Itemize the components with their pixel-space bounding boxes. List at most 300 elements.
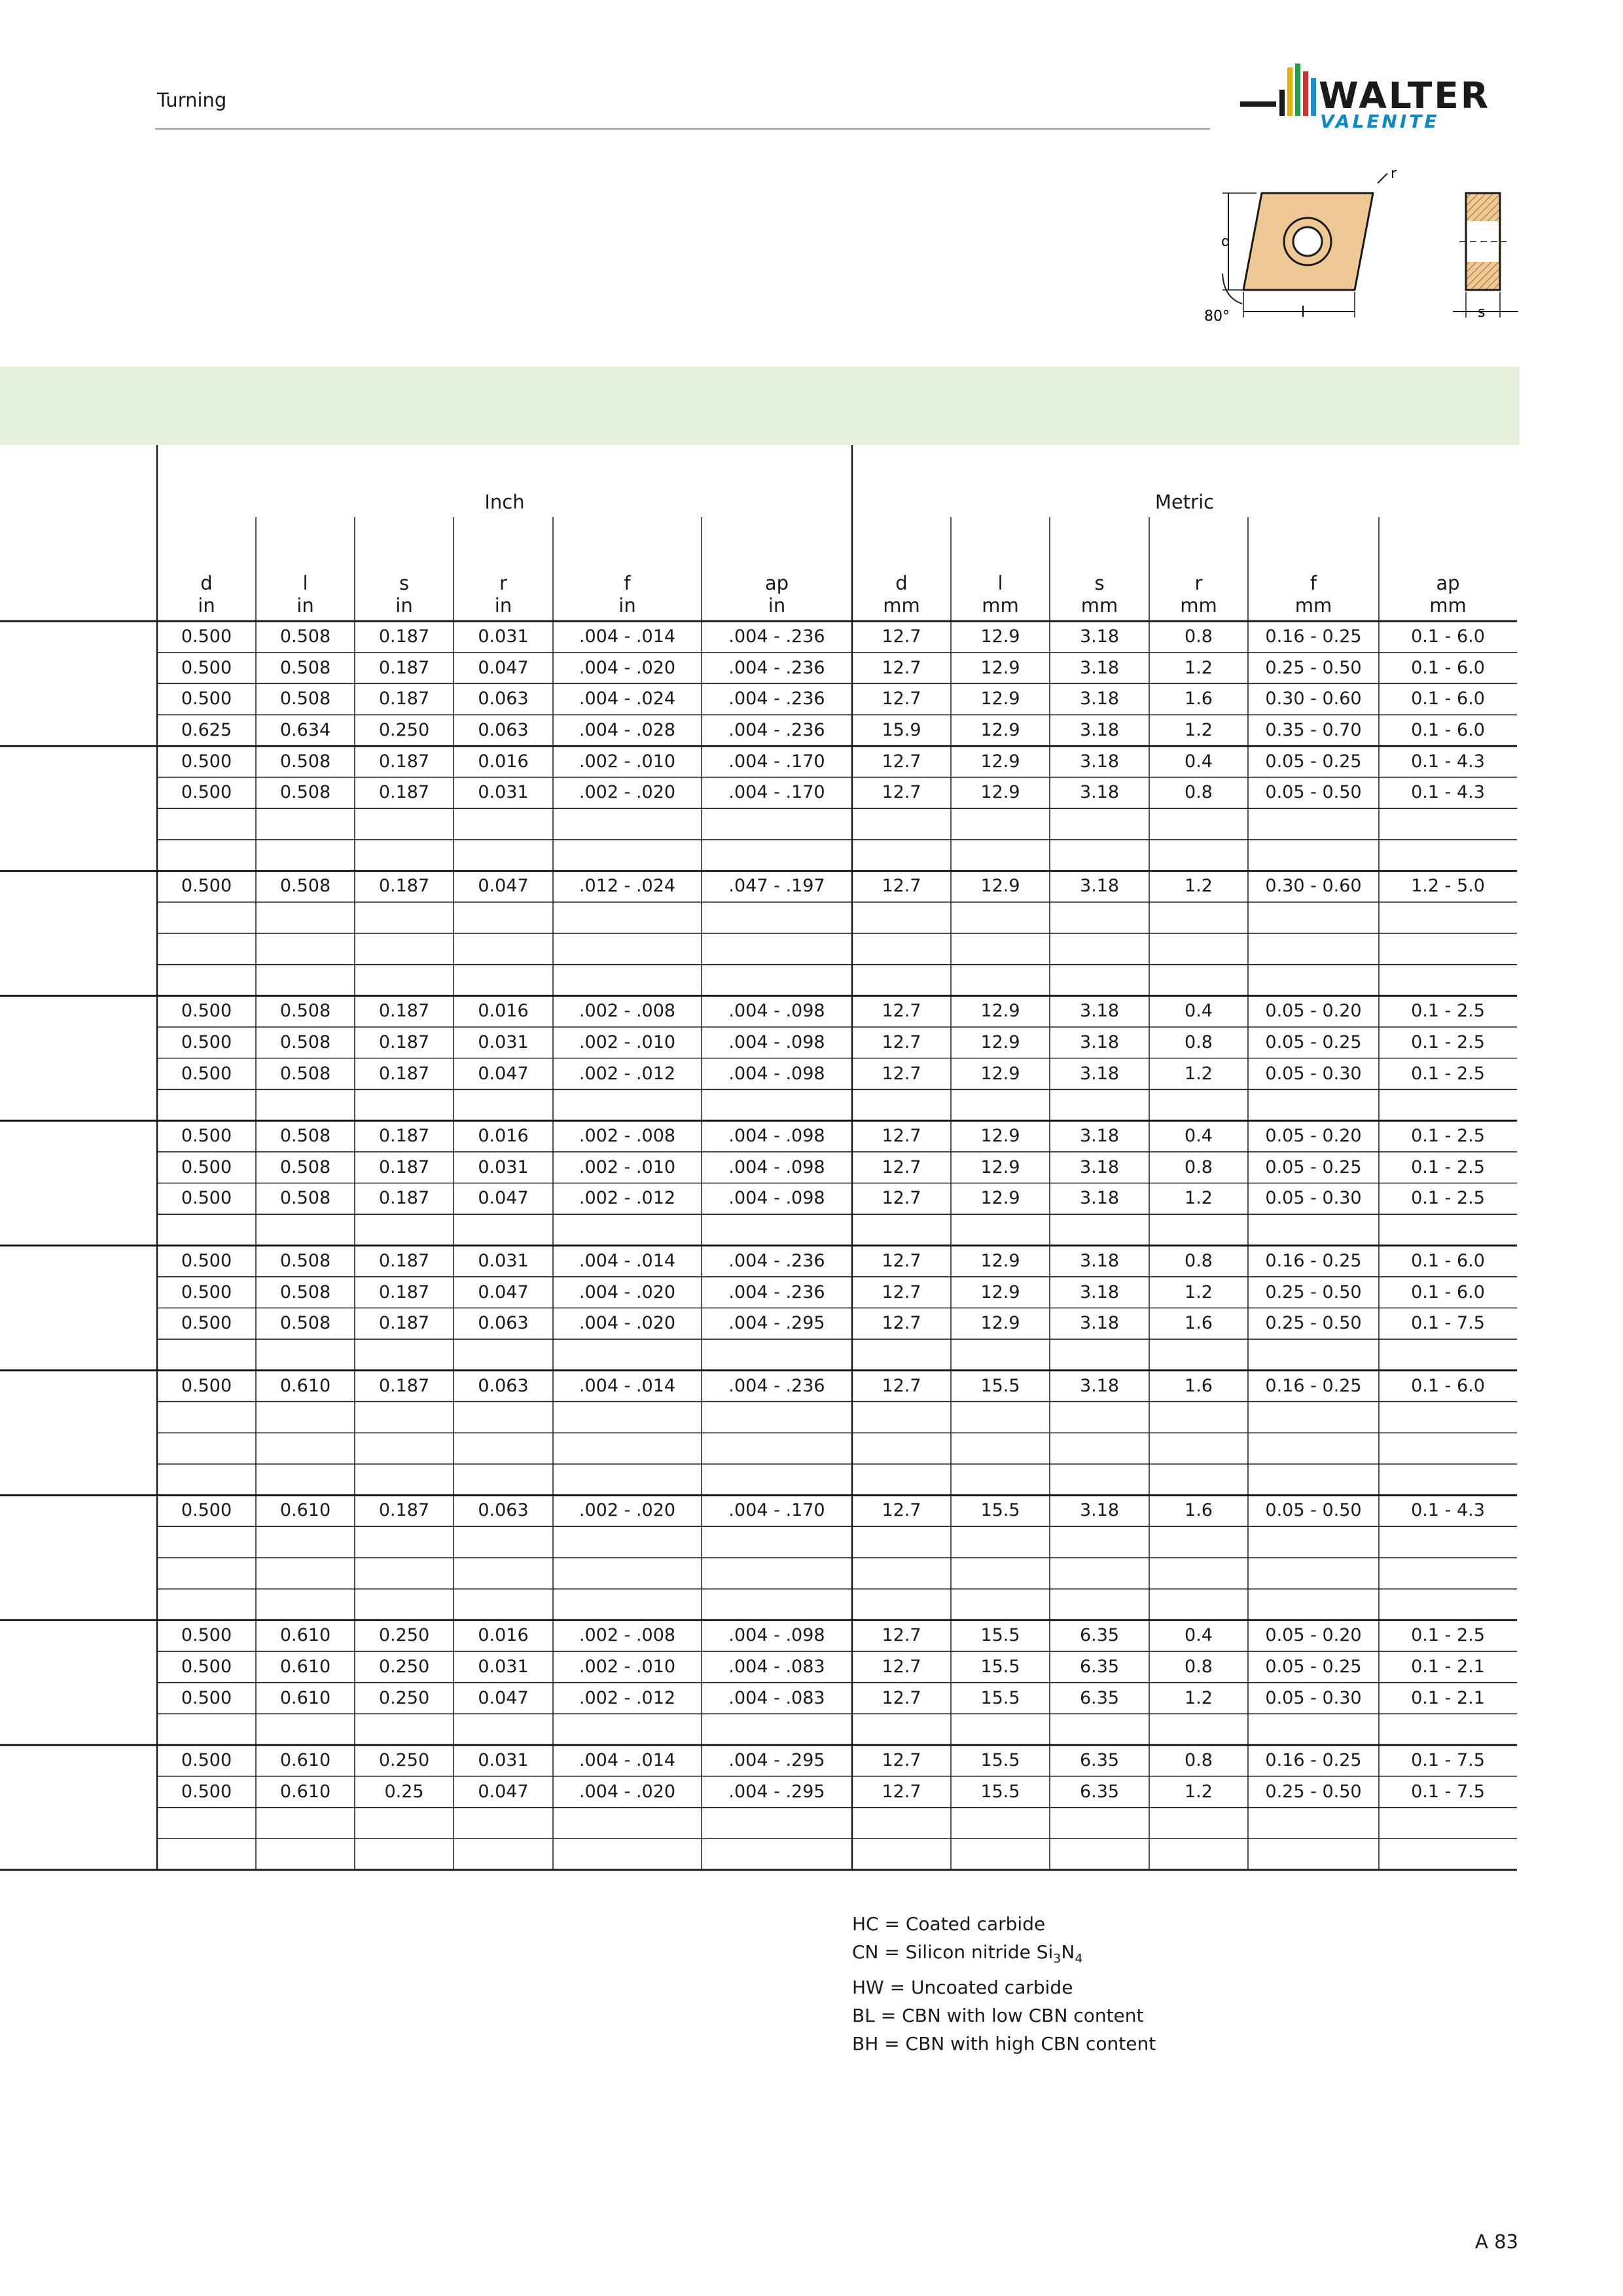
column-header-l-mm: l mm [982,572,1019,617]
table-cell: 0.508 [279,1188,331,1209]
material-legend [852,1910,1156,2058]
table-cell: 0.508 [279,782,331,803]
table-cell: 3.18 [1079,782,1120,803]
table-cell: .002 - .012 [579,1687,676,1708]
table-cell: 0.1 - 6.0 [1411,626,1485,647]
table-cell: 12.9 [980,1313,1020,1334]
table-cell: 3.18 [1079,1157,1120,1177]
header-divider [155,128,1210,130]
table-cell: 12.7 [882,1313,921,1334]
table-cell: 1.6 [1185,1500,1213,1521]
table-cell: 12.7 [882,1687,921,1708]
table-cell: .002 - .010 [579,751,676,772]
table-cell: 1.2 - 5.0 [1411,876,1485,897]
table-cell: 6.35 [1079,1687,1120,1708]
table-cell: 6.35 [1079,1750,1120,1771]
table-cell: 3.18 [1079,1282,1120,1302]
table-cell: 1.2 [1185,657,1213,678]
table-cell: 0.1 - 2.5 [1411,1063,1485,1084]
table-cell: 1.2 [1185,876,1213,897]
table-cell: .002 - .020 [579,782,676,803]
table-cell: 15.9 [882,719,921,740]
table-cell: 0.508 [279,1313,331,1334]
column-header-f-in: f in [618,572,636,617]
table-cell: 0.8 [1185,1031,1213,1052]
table-cell: 0.500 [181,1781,232,1802]
table-cell: 0.4 [1185,751,1213,772]
table-cell: 0.05 - 0.30 [1265,1063,1362,1084]
table-cell: 12.9 [980,1063,1020,1084]
table-cell: 0.500 [181,1687,232,1708]
table-cell: 0.187 [378,1063,430,1084]
table-cell: 0.1 - 2.1 [1411,1656,1485,1677]
table-cell: .002 - .012 [579,1063,676,1084]
table-cell: 0.05 - 0.50 [1265,1500,1362,1521]
table-cell: .002 - .010 [579,1031,676,1052]
section-title: Turning [157,89,227,111]
legend-item: BL = CBN with low CBN content [852,2004,1144,2026]
table-cell: 12.7 [882,1656,921,1677]
table-cell: 15.5 [980,1625,1020,1646]
table-cell: 0.1 - 4.3 [1411,1500,1485,1521]
table-cell: 12.7 [882,1282,921,1302]
table-cell: 0.187 [378,1313,430,1334]
table-cell: 0.031 [478,1656,529,1677]
table-cell: 12.7 [882,689,921,709]
table-cell: 3.18 [1079,1031,1120,1052]
table-cell: 15.5 [980,1750,1020,1771]
table-cell: 0.1 - 2.5 [1411,1031,1485,1052]
table-cell: .004 - .236 [728,1282,825,1302]
table-cell: 0.8 [1185,1157,1213,1177]
table-cell: 0.1 - 7.5 [1411,1313,1485,1334]
table-cell: 0.187 [378,689,430,709]
table-cell: 0.610 [279,1656,331,1677]
table-cell: 0.1 - 2.1 [1411,1687,1485,1708]
table-cell: 0.05 - 0.20 [1265,1001,1362,1022]
table-cell: 0.016 [478,1126,529,1147]
table-cell: .004 - .098 [728,1157,825,1177]
table-cell: 12.7 [882,626,921,647]
table-cell: 15.5 [980,1687,1020,1708]
table-cell: .004 - .098 [728,1126,825,1147]
table-cell: 0.1 - 2.5 [1411,1001,1485,1022]
table-cell: 0.05 - 0.30 [1265,1687,1362,1708]
column-header-d-in: d in [198,572,215,617]
table-cell: 0.187 [378,1250,430,1271]
table-cell: .004 - .020 [579,657,676,678]
table-cell: 0.187 [378,1282,430,1302]
table-cell: 12.7 [882,1157,921,1177]
table-cell: .004 - .014 [579,1375,676,1396]
table-cell: 0.250 [378,1687,430,1708]
table-cell: .012 - .024 [579,876,676,897]
table-cell: 0.508 [279,689,331,709]
table-cell: 0.25 [384,1781,424,1802]
table-cell: .004 - .024 [579,689,676,709]
table-cell: 0.187 [378,1001,430,1022]
table-cell: 3.18 [1079,1500,1120,1521]
table-cell: 0.610 [279,1500,331,1521]
table-cell: .004 - .014 [579,626,676,647]
table-cell: 0.500 [181,1157,232,1177]
table-cell: 0.500 [181,1001,232,1022]
table-cell: .004 - .170 [728,751,825,772]
table-cell: 3.18 [1079,1375,1120,1396]
column-header-s-in: s in [395,572,413,617]
table-cell: .002 - .008 [579,1625,676,1646]
table-cell: 0.1 - 6.0 [1411,1250,1485,1271]
table-cell: 0.500 [181,1031,232,1052]
table-cell: 0.1 - 2.5 [1411,1126,1485,1147]
table-cell: .004 - .098 [728,1188,825,1209]
table-cell: .004 - .083 [728,1656,825,1677]
table-cell: 0.047 [478,1063,529,1084]
table-cell: 3.18 [1079,626,1120,647]
table-cell: 0.05 - 0.25 [1265,1656,1362,1677]
table-cell: 0.500 [181,751,232,772]
table-cell: 0.610 [279,1750,331,1771]
brand-name-top: WALTER [1319,75,1491,117]
table-cell: .004 - .236 [728,1375,825,1396]
table-cell: 0.047 [478,876,529,897]
table-cell: 0.187 [378,1375,430,1396]
table-cell: 0.187 [378,782,430,803]
table-cell: .002 - .010 [579,1157,676,1177]
table-cell: 15.5 [980,1500,1020,1521]
column-header-r-mm: r mm [1180,572,1217,617]
table-cell: .004 - .020 [579,1313,676,1334]
table-cell: 12.9 [980,657,1020,678]
table-cell: 1.2 [1185,1687,1213,1708]
table-cell: 0.031 [478,1031,529,1052]
table-cell: 1.6 [1185,1375,1213,1396]
table-cell: 0.05 - 0.20 [1265,1625,1362,1646]
table-cell: 3.18 [1079,876,1120,897]
table-cell: 0.187 [378,751,430,772]
table-cell: 1.2 [1185,1781,1213,1802]
table-cell: .004 - .098 [728,1031,825,1052]
table-cell: 0.508 [279,1250,331,1271]
column-header-d-mm: d mm [883,572,920,617]
table-cell: 0.047 [478,1188,529,1209]
table-cell: 0.187 [378,1031,430,1052]
table-cell: 12.7 [882,751,921,772]
table-cell: 0.8 [1185,1250,1213,1271]
table-cell: 6.35 [1079,1781,1120,1802]
table-cell: 0.16 - 0.25 [1265,1750,1362,1771]
radius-label: r [1391,166,1397,182]
table-cell: 0.610 [279,1375,331,1396]
table-cell: 0.250 [378,1625,430,1646]
table-cell: 0.063 [478,1313,529,1334]
table-cell: .047 - .197 [728,876,825,897]
table-cell: .004 - .295 [728,1781,825,1802]
table-cell: 0.063 [478,689,529,709]
table-cell: 0.4 [1185,1001,1213,1022]
table-cell: 0.1 - 2.5 [1411,1157,1485,1177]
legend-item: CN = Silicon nitride $Si_3N_4$ [852,1941,1083,1966]
table-cell: 0.30 - 0.60 [1265,689,1362,709]
table-cell: 0.500 [181,1126,232,1147]
table-cell: 0.500 [181,1375,232,1396]
table-cell: 3.18 [1079,1250,1120,1271]
d-label: d [1221,234,1230,250]
table-cell: 0.016 [478,1625,529,1646]
table-cell: .004 - .236 [728,689,825,709]
table-cell: 3.18 [1079,719,1120,740]
table-cell: 0.500 [181,1250,232,1271]
table-cell: .004 - .295 [728,1750,825,1771]
table-cell: 0.500 [181,657,232,678]
l-label: l [1301,304,1306,321]
column-header-s-mm: s mm [1080,572,1118,617]
table-cell: .004 - .098 [728,1001,825,1022]
table-cell: 12.7 [882,1625,921,1646]
table-cell: 12.9 [980,1282,1020,1302]
table-cell: 12.7 [882,1126,921,1147]
table-cell: 0.508 [279,876,331,897]
table-cell: 0.16 - 0.25 [1265,1375,1362,1396]
legend-item: BH = CBN with high CBN content [852,2032,1156,2054]
table-cell: .002 - .020 [579,1500,676,1521]
page-number: A 83 [1475,2231,1518,2253]
table-cell: 0.05 - 0.25 [1265,751,1362,772]
column-header-f-mm: f mm [1294,572,1332,617]
table-cell: 0.047 [478,1282,529,1302]
table-cell: 12.9 [980,1188,1020,1209]
table-cell: 15.5 [980,1656,1020,1677]
table-cell: 0.1 - 4.3 [1411,782,1485,803]
table-cell: 0.047 [478,657,529,678]
table-cell: 0.4 [1185,1625,1213,1646]
table-cell: 0.063 [478,719,529,740]
table-cell: 0.8 [1185,782,1213,803]
table-cell: 0.1 - 6.0 [1411,689,1485,709]
table-cell: 0.25 - 0.50 [1265,1781,1362,1802]
table-cell: 12.9 [980,1157,1020,1177]
table-cell: 0.250 [378,719,430,740]
table-cell: 0.500 [181,1656,232,1677]
table-cell: 3.18 [1079,1063,1120,1084]
table-cell: 0.500 [181,626,232,647]
s-label: s [1478,304,1486,321]
table-cell: 12.9 [980,719,1020,740]
table-cell: .004 - .014 [579,1750,676,1771]
table-cell: 0.187 [378,1157,430,1177]
table-cell: 0.1 - 7.5 [1411,1750,1485,1771]
table-cell: 12.7 [882,1031,921,1052]
table-cell: 0.1 - 2.5 [1411,1625,1485,1646]
table-cell: 0.063 [478,1500,529,1521]
table-cell: .002 - .008 [579,1001,676,1022]
table-cell: 0.05 - 0.30 [1265,1188,1362,1209]
table-cell: 0.610 [279,1687,331,1708]
table-cell: 12.7 [882,1500,921,1521]
table-cell: 0.508 [279,1282,331,1302]
column-header-l-in: l in [296,572,314,617]
table-cell: 0.05 - 0.20 [1265,1126,1362,1147]
table-cell: 12.7 [882,1250,921,1271]
table-cell: .004 - .020 [579,1282,676,1302]
table-cell: 12.9 [980,782,1020,803]
table-cell: 0.500 [181,782,232,803]
table-cell: .002 - .010 [579,1656,676,1677]
table-cell: 15.5 [980,1781,1020,1802]
table-cell: 0.25 - 0.50 [1265,1282,1362,1302]
table-cell: .004 - .098 [728,1063,825,1084]
table-cell: 0.8 [1185,1750,1213,1771]
table-cell: 0.1 - 6.0 [1411,719,1485,740]
inch-group-header: Inch [484,491,525,513]
table-cell: 0.508 [279,1001,331,1022]
angle-label: 80° [1204,308,1230,325]
table-cell: 3.18 [1079,1188,1120,1209]
table-cell: 0.1 - 6.0 [1411,1282,1485,1302]
table-cell: .004 - .236 [728,626,825,647]
table-cell: 0.1 - 4.3 [1411,751,1485,772]
table-cell: 0.031 [478,626,529,647]
table-cell: 3.18 [1079,1001,1120,1022]
table-cell: 0.187 [378,626,430,647]
table-cell: 0.610 [279,1781,331,1802]
table-cell: 1.2 [1185,1188,1213,1209]
brand-name-bottom: VALENITE [1320,111,1440,132]
table-cell: 0.25 - 0.50 [1265,1313,1362,1334]
table-cell: 12.9 [980,751,1020,772]
table-cell: .004 - .236 [728,1250,825,1271]
table-cell: 0.047 [478,1781,529,1802]
table-cell: 12.9 [980,1031,1020,1052]
table-cell: 0.508 [279,751,331,772]
table-cell: 3.18 [1079,657,1120,678]
table-cell: 1.2 [1185,1063,1213,1084]
table-cell: 1.6 [1185,1313,1213,1334]
table-cell: 0.625 [181,719,232,740]
table-cell: 12.9 [980,876,1020,897]
table-cell: 0.508 [279,1157,331,1177]
table-cell: .004 - .236 [728,657,825,678]
table-cell: 3.18 [1079,1126,1120,1147]
table-cell: 0.063 [478,1375,529,1396]
table-cell: 0.187 [378,657,430,678]
table-cell: 12.7 [882,657,921,678]
table-cell: 0.187 [378,876,430,897]
table-cell: 12.7 [882,1063,921,1084]
table-cell: 3.18 [1079,689,1120,709]
table-cell: 0.508 [279,1126,331,1147]
table-cell: 0.016 [478,1001,529,1022]
table-cell: 0.16 - 0.25 [1265,1250,1362,1271]
insert-diagram [1204,164,1531,337]
table-cell: 0.250 [378,1656,430,1677]
table-cell: .004 - .028 [579,719,676,740]
table-cell: .004 - .170 [728,782,825,803]
table-cell: .002 - .008 [579,1126,676,1147]
table-cell: 0.500 [181,1500,232,1521]
table-cell: 0.610 [279,1625,331,1646]
table-cell: 0.05 - 0.25 [1265,1031,1362,1052]
column-header-r-in: r in [494,572,512,617]
metric-group-header: Metric [1154,491,1215,513]
table-cell: 0.500 [181,1282,232,1302]
table-cell: 0.047 [478,1687,529,1708]
table-cell: 1.2 [1185,1282,1213,1302]
legend-item: HW = Uncoated carbide [852,1976,1073,1998]
table-cell: 0.8 [1185,626,1213,647]
table-cell: .004 - .170 [728,1500,825,1521]
table-cell: 0.8 [1185,1656,1213,1677]
table-cell: 12.7 [882,1781,921,1802]
table-cell: 0.1 - 6.0 [1411,657,1485,678]
table-cell: 0.4 [1185,1126,1213,1147]
table-cell: 0.187 [378,1188,430,1209]
table-cell: 6.35 [1079,1625,1120,1646]
column-header-ap-in: ap in [764,572,789,617]
table-cell: 15.5 [980,1375,1020,1396]
table-cell: 6.35 [1079,1656,1120,1677]
table-cell: 0.031 [478,1250,529,1271]
table-cell: 12.9 [980,1126,1020,1147]
table-cell: 0.500 [181,1188,232,1209]
table-cell: 0.250 [378,1750,430,1771]
table-cell: 0.500 [181,1750,232,1771]
table-cell: 12.9 [980,689,1020,709]
table-cell: 0.500 [181,689,232,709]
table-cell: 1.2 [1185,719,1213,740]
table-cell: 0.508 [279,626,331,647]
table-cell: 12.7 [882,782,921,803]
table-cell: 0.031 [478,782,529,803]
table-cell: .004 - .098 [728,1625,825,1646]
table-cell: 0.508 [279,1031,331,1052]
table-cell: 3.18 [1079,1313,1120,1334]
column-header-ap-mm: ap mm [1429,572,1467,617]
table-cell: 12.7 [882,1375,921,1396]
table-cell: 0.031 [478,1750,529,1771]
table-cell: 0.05 - 0.25 [1265,1157,1362,1177]
table-cell: 0.35 - 0.70 [1265,719,1362,740]
table-cell: 0.30 - 0.60 [1265,876,1362,897]
table-cell: 12.7 [882,1188,921,1209]
table-cell: 12.7 [882,1001,921,1022]
table-cell: 0.508 [279,657,331,678]
table-cell: 0.187 [378,1500,430,1521]
table-cell: 0.500 [181,1313,232,1334]
table-cell: 0.1 - 2.5 [1411,1188,1485,1209]
table-cell: 0.016 [478,751,529,772]
table-cell: 12.7 [882,1750,921,1771]
table-cell: 0.031 [478,1157,529,1177]
table-cell: 12.9 [980,1250,1020,1271]
table-cell: 12.9 [980,1001,1020,1022]
table-cell: .004 - .295 [728,1313,825,1334]
legend-item: HC = Coated carbide [852,1913,1046,1935]
table-cell: 0.508 [279,1063,331,1084]
table-cell: 12.7 [882,876,921,897]
table-cell: 0.16 - 0.25 [1265,626,1362,647]
table-cell: .002 - .012 [579,1188,676,1209]
table-cell: 12.9 [980,626,1020,647]
table-cell: 0.500 [181,1063,232,1084]
table-cell: .004 - .014 [579,1250,676,1271]
table-cell: 0.05 - 0.50 [1265,782,1362,803]
table-cell: .004 - .236 [728,719,825,740]
table-cell: .004 - .020 [579,1781,676,1802]
table-cell: .004 - .083 [728,1687,825,1708]
table-cell: 0.187 [378,1126,430,1147]
walter-valenite-logo [1240,62,1522,135]
